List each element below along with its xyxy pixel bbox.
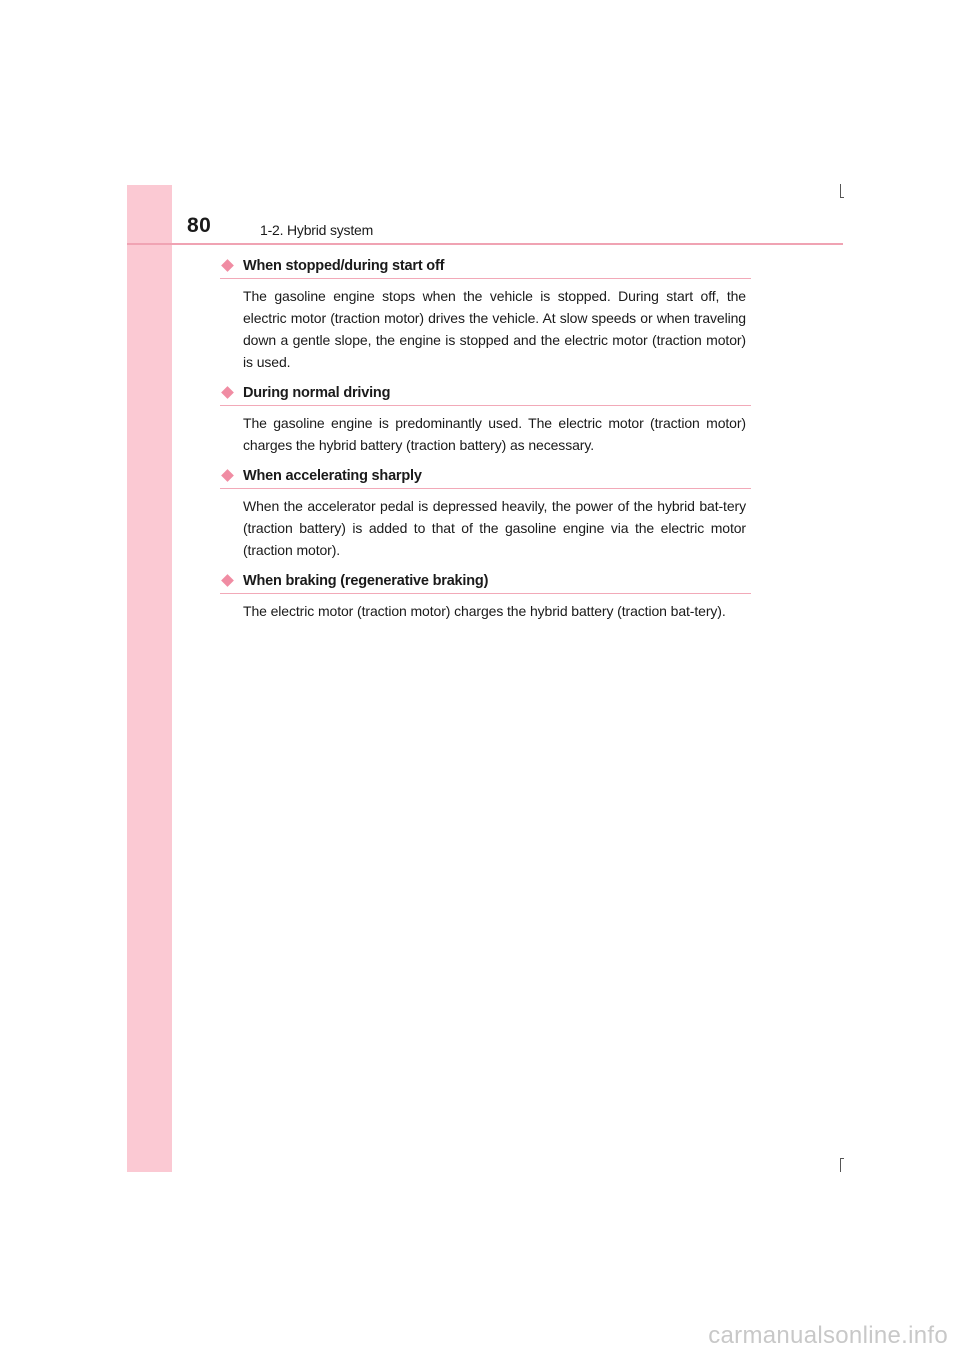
list-item xyxy=(220,381,751,456)
diamond-icon xyxy=(221,386,234,399)
list-item xyxy=(220,569,751,622)
section-title: 1-2. Hybrid system xyxy=(260,222,374,238)
diamond-icon xyxy=(221,469,234,482)
diamond-icon xyxy=(221,259,234,272)
header-rule xyxy=(127,243,843,245)
diamond-icon xyxy=(221,574,234,587)
watermark: carmanualsonline.info xyxy=(708,1322,948,1349)
content xyxy=(220,254,751,630)
item-body: The gasoline engine is predominantly used. The electric motor (traction motor) charges the hybrid battery (traction battery) as necessary. xyxy=(243,415,746,453)
item-heading xyxy=(220,464,751,489)
item-heading xyxy=(220,254,751,279)
item-heading xyxy=(220,381,751,406)
item-heading xyxy=(220,569,751,594)
list-item xyxy=(220,464,751,561)
heading-text: When braking (regenerative braking) xyxy=(243,572,489,589)
item-body: When the accelerator pedal is depressed heavily, the power of the hybrid bat-tery (traction battery) is added to that of the gasoline engine via the electric motor (traction motor). xyxy=(243,498,746,558)
item-body: The gasoline engine stops when the vehicle is stopped. During start off, the electric motor (traction motor) drives the vehicle. At slow speeds or when traveling down a gentle slope, the engine is stopped and the electric motor (traction motor) is used. xyxy=(243,288,746,370)
heading-text: When stopped/during start off xyxy=(243,257,445,274)
page-number: 80 xyxy=(187,214,212,237)
crop-mark-top xyxy=(840,184,841,198)
list-item xyxy=(220,254,751,373)
item-body: The electric motor (traction motor) charges the hybrid battery (traction bat-tery). xyxy=(243,603,726,619)
heading-text: When accelerating sharply xyxy=(243,467,422,484)
crop-mark-bottom xyxy=(840,1158,841,1172)
side-tab-band xyxy=(127,185,172,1172)
heading-text: During normal driving xyxy=(243,384,391,401)
